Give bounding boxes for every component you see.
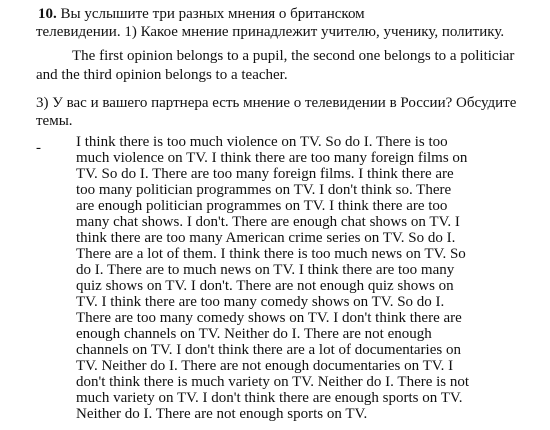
dialogue-line: think there are too many American crime series on TV. So do I.	[76, 230, 456, 246]
dialogue-line: There are a lot of them. I think there is too much news on TV. So	[76, 246, 466, 262]
dialogue-bullet: -	[36, 140, 41, 156]
dialogue-line: too many politician programmes on TV. I don't think so. There	[76, 182, 452, 198]
dialogue-line: enough channels on TV. Neither do I. There are not enough	[76, 326, 432, 342]
dialogue-line: don't think there is much variety on TV. Neither do I. There is not	[76, 374, 470, 390]
section3-line-2: темы.	[36, 113, 73, 129]
dialogue-line: TV. So do I. There are too many foreign films. I think there are	[76, 166, 454, 182]
dialogue-line: many chat shows. I don't. There are enough chat shows on TV. I	[76, 214, 460, 230]
answer-line-2: and the third opinion belongs to a teacher.	[36, 67, 288, 83]
dialogue-line: Neither do I. There are not enough sports on TV.	[76, 406, 368, 422]
dialogue-line: much violence on TV. I think there are too many foreign films on	[76, 150, 468, 166]
question-line-2: телевидении. 1) Какое мнение принадлежит учителю, ученику, политику.	[36, 24, 505, 40]
dialogue-line: are enough politician programmes on TV. I think there are too	[76, 198, 448, 214]
dialogue-line: channels on TV. I don't think there are a lot of documentaries on	[76, 342, 461, 358]
dialogue-line: much variety on TV. I don't think there are enough sports on TV.	[76, 390, 463, 406]
answer-line-1: The first opinion belongs to a pupil, the second one belongs to a politiciar	[72, 48, 515, 64]
dialogue-line: quiz shows on TV. I don't. There are not enough quiz shows on	[76, 278, 454, 294]
exercise-number: 10.	[38, 6, 57, 22]
dialogue-line: TV. I think there are too many comedy shows on TV. So do I.	[76, 294, 445, 310]
dialogue-line: TV. Neither do I. There are not enough documentaries on TV. I	[76, 358, 454, 374]
section3-line-1: 3) У вас и вашего партнера есть мнение о телевидении в России? Обсудите	[36, 95, 517, 111]
question-line-1	[38, 6, 365, 23]
dialogue-line: I think there is too much violence on TV. So do I. There is too	[76, 134, 448, 150]
question-text-1: Вы услышите три разных мнения о британском	[60, 6, 365, 22]
dialogue-line: There are too many comedy shows on TV. I don't think there are	[76, 310, 462, 326]
dialogue-line: do I. There are to much news on TV. I think there are too many	[76, 262, 455, 278]
